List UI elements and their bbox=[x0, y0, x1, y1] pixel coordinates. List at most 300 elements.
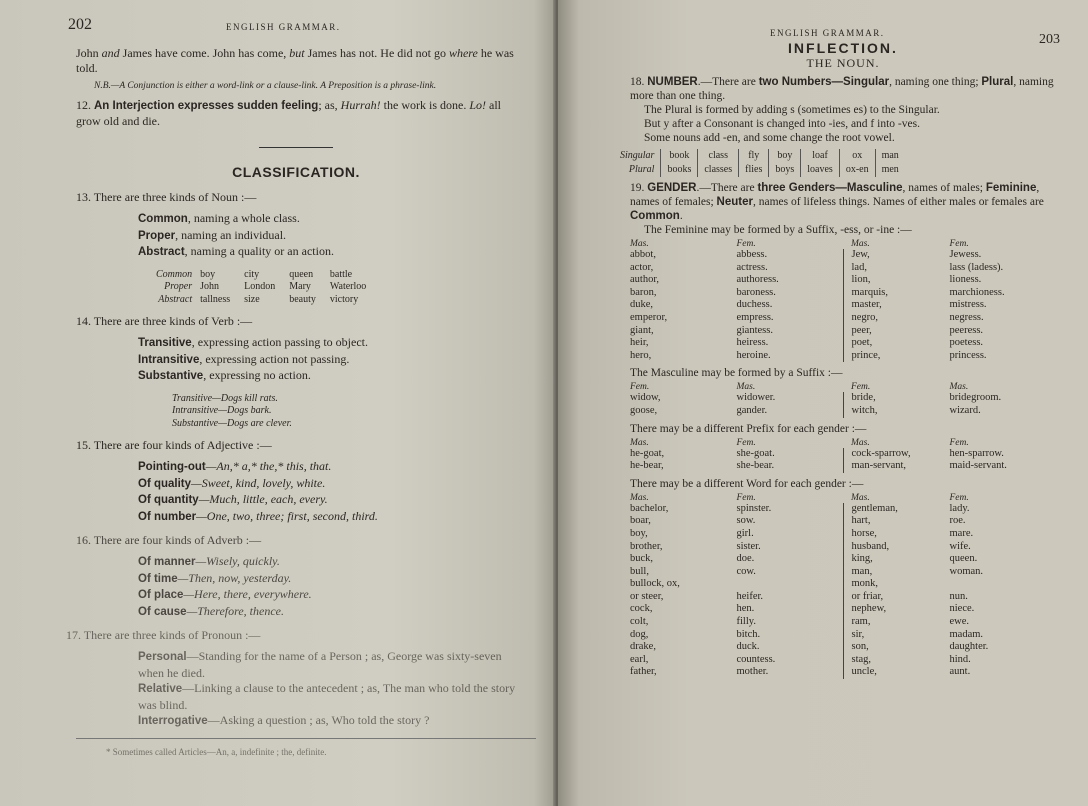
cell: sow. bbox=[736, 515, 756, 527]
kind-list bbox=[138, 335, 516, 385]
suffix-intro: The Feminine may be formed by a Suffix, -ess, or -ine :— bbox=[644, 224, 912, 236]
section-title: 13. There are three kinds of Noun :— bbox=[76, 190, 257, 204]
cell: loaf bbox=[801, 149, 840, 163]
table-row bbox=[630, 325, 1056, 338]
row-label: Singular bbox=[620, 150, 655, 161]
cell: classes bbox=[698, 163, 739, 177]
term: Abstract bbox=[138, 246, 185, 258]
cell: bullock, ox, bbox=[630, 578, 680, 590]
cell: poet, bbox=[843, 337, 950, 350]
cell: giantess. bbox=[736, 324, 773, 336]
cell: heroine. bbox=[736, 349, 771, 361]
cell: dog, bbox=[630, 628, 649, 640]
prefix-intro: There may be a different Prefix for each gender :— bbox=[630, 422, 867, 435]
paragraph-number: 19. bbox=[630, 182, 645, 194]
cell: he-goat, bbox=[630, 447, 665, 459]
cell: abbess. bbox=[736, 249, 768, 260]
column-header: Mas. bbox=[630, 492, 649, 503]
text: James have come. John has come, bbox=[119, 46, 290, 60]
cell: baron, bbox=[630, 286, 657, 298]
column-header: Mas. bbox=[851, 437, 870, 448]
cell: drake, bbox=[630, 641, 656, 653]
text: .—There are bbox=[696, 182, 758, 194]
cell: master, bbox=[843, 299, 950, 312]
table-row bbox=[630, 603, 1056, 616]
cell: duke, bbox=[630, 299, 654, 311]
cell: author, bbox=[630, 274, 660, 286]
kind-item bbox=[138, 335, 516, 352]
running-head: ENGLISH GRAMMAR. bbox=[770, 28, 885, 38]
section-title: 16. There are four kinds of Adverb :— bbox=[76, 533, 262, 547]
term: Relative bbox=[138, 683, 183, 695]
cell: loaves bbox=[801, 163, 840, 177]
cell: peer, bbox=[843, 325, 950, 338]
cell: class bbox=[698, 149, 739, 163]
verb-examples bbox=[172, 393, 516, 431]
column-header: Mas. bbox=[630, 239, 649, 249]
desc: , expressing action not passing. bbox=[199, 351, 350, 366]
text: but bbox=[289, 46, 305, 60]
cell: man-servant, bbox=[843, 460, 950, 473]
desc: , expressing action passing to object. bbox=[191, 335, 368, 349]
cell: abbot, bbox=[630, 249, 656, 260]
cell: gentleman, bbox=[843, 503, 950, 516]
bold-text: three Genders—Masculine bbox=[757, 182, 903, 194]
section-13-nouns bbox=[76, 190, 516, 306]
cell: witch, bbox=[843, 405, 950, 418]
desc: —Sweet, kind, lovely, white. bbox=[191, 475, 326, 490]
cell: lion, bbox=[843, 274, 950, 287]
cell: bachelor, bbox=[630, 502, 669, 514]
cell: uncle, bbox=[843, 666, 950, 679]
example-line: Transitive—Dogs kill rats. bbox=[172, 392, 278, 404]
section-title: 14. There are three kinds of Verb :— bbox=[76, 314, 253, 328]
kind-item bbox=[138, 492, 516, 509]
cell: cock, bbox=[630, 603, 653, 615]
cell: queen. bbox=[949, 553, 978, 565]
term: Pointing-out bbox=[138, 461, 206, 473]
cell: or friar, bbox=[843, 591, 950, 604]
desc: —Here, there, everywhere. bbox=[183, 587, 312, 601]
text: James has not. He did not go bbox=[304, 46, 449, 60]
label: NUMBER bbox=[647, 76, 698, 88]
kind-list bbox=[138, 649, 516, 730]
cell: countess. bbox=[736, 653, 776, 665]
different-word-table bbox=[630, 493, 1056, 679]
cell: authoress. bbox=[736, 274, 779, 286]
cell: widower. bbox=[736, 392, 776, 404]
cell: lady. bbox=[949, 502, 970, 514]
table-row bbox=[630, 591, 1056, 604]
cell: actor, bbox=[630, 261, 654, 273]
table-header-row bbox=[630, 239, 1056, 249]
text: Lo! bbox=[469, 98, 486, 112]
cell: beauty bbox=[289, 293, 316, 305]
cell: men bbox=[875, 163, 905, 177]
masc-suffix-intro: The Masculine may be formed by a Suffix :— bbox=[630, 367, 843, 380]
term: Substantive bbox=[138, 370, 204, 382]
cell: she-goat. bbox=[736, 447, 775, 459]
text: .—There are bbox=[697, 76, 759, 88]
example-line: Intransitive—Dogs bark. bbox=[172, 405, 272, 416]
cell: earl, bbox=[630, 653, 649, 665]
left-page-header bbox=[68, 16, 516, 46]
cell: baroness. bbox=[736, 286, 776, 298]
cell: stag, bbox=[843, 654, 950, 667]
cell: prince, bbox=[843, 350, 950, 363]
column-header: Fem. bbox=[949, 239, 969, 249]
cell: John bbox=[200, 281, 220, 292]
cell: husband, bbox=[843, 541, 950, 554]
cell: boys bbox=[769, 163, 801, 177]
table-row bbox=[630, 274, 1056, 287]
kind-item bbox=[138, 587, 516, 604]
term: Personal bbox=[138, 651, 187, 663]
table-row bbox=[156, 281, 380, 294]
table-row bbox=[630, 448, 1056, 461]
column-header: Mas. bbox=[736, 382, 756, 393]
section-15-adjectives bbox=[76, 438, 516, 525]
cell: heiress. bbox=[736, 337, 769, 349]
cell: spinster. bbox=[736, 502, 772, 514]
cell: ox bbox=[839, 149, 875, 163]
table-row bbox=[630, 566, 1056, 579]
cell: bridegroom. bbox=[949, 392, 1002, 404]
kind-item bbox=[138, 244, 516, 261]
text: , names of males; bbox=[902, 182, 986, 194]
kind-item bbox=[138, 554, 516, 571]
cell: son, bbox=[843, 641, 950, 654]
cell: niece. bbox=[949, 603, 975, 615]
bold-text: two Numbers—Singular bbox=[758, 76, 890, 88]
table-row bbox=[620, 163, 905, 177]
footnote: * Sometimes called Articles—An, a, indefinite ; the, definite. bbox=[106, 746, 327, 757]
bold-text: Common bbox=[630, 210, 680, 222]
table-header-row bbox=[630, 438, 1056, 448]
cell: wizard. bbox=[949, 404, 981, 416]
column-header: Fem. bbox=[851, 382, 871, 393]
kind-list bbox=[138, 554, 516, 620]
noun-example-table bbox=[156, 269, 380, 307]
masculine-suffix-table bbox=[630, 382, 1056, 417]
cell: horse, bbox=[843, 528, 950, 541]
kind-item bbox=[138, 509, 516, 526]
cell: father, bbox=[630, 666, 657, 678]
cell: bull, bbox=[630, 565, 649, 577]
cell: sir, bbox=[843, 629, 950, 642]
inflection-title: INFLECTION. bbox=[788, 40, 898, 56]
section-14-verbs bbox=[76, 314, 516, 430]
column-header: Fem. bbox=[736, 239, 756, 249]
text-line: But y after a Consonant is changed into -ies, and f into -ves. bbox=[644, 118, 920, 130]
bold-text: Feminine bbox=[985, 182, 1037, 194]
text: all grow old and die. bbox=[76, 98, 501, 128]
term: Of cause bbox=[138, 605, 187, 618]
table-row bbox=[630, 666, 1056, 679]
cell: hart, bbox=[843, 515, 950, 528]
cell: or steer, bbox=[630, 590, 664, 602]
cell: bitch. bbox=[736, 628, 761, 640]
cell: lass (ladess). bbox=[949, 261, 1004, 273]
cell: Mary bbox=[289, 281, 311, 292]
cell: he-bear, bbox=[630, 460, 664, 472]
table-row bbox=[630, 312, 1056, 325]
table-row bbox=[630, 503, 1056, 516]
row-label: Abstract bbox=[158, 293, 193, 305]
table-row bbox=[630, 629, 1056, 642]
cell: queen bbox=[289, 268, 314, 280]
kind-item bbox=[138, 604, 516, 621]
column-header: Fem. bbox=[949, 492, 969, 503]
kind-item bbox=[138, 368, 516, 385]
cell: cow. bbox=[736, 565, 756, 577]
column-header: Fem. bbox=[949, 437, 969, 448]
text: Hurrah! bbox=[340, 98, 381, 112]
cell: nephew, bbox=[843, 603, 950, 616]
kind-item bbox=[138, 228, 516, 245]
text: , names of females; bbox=[630, 182, 1040, 208]
text: and bbox=[101, 46, 120, 60]
text: . bbox=[679, 210, 683, 222]
cell: victory bbox=[329, 293, 359, 305]
term: Transitive bbox=[138, 337, 192, 349]
cell: book bbox=[661, 149, 698, 163]
classification-heading: CLASSIFICATION. bbox=[232, 164, 360, 180]
cell: mistress. bbox=[949, 299, 987, 311]
word-intro: There may be a different Word for each gender :— bbox=[630, 477, 864, 490]
text: , naming more than one thing. bbox=[630, 76, 1054, 102]
desc: —Much, little, each, every. bbox=[198, 492, 328, 506]
cell: flies bbox=[739, 163, 769, 177]
feminine-suffix-table bbox=[630, 239, 1056, 362]
cell: emperor, bbox=[630, 311, 668, 323]
cell: poetess. bbox=[949, 337, 984, 349]
cell: hen. bbox=[736, 603, 755, 615]
desc: , naming a whole class. bbox=[187, 211, 300, 225]
text-line: The Plural is formed by adding s (sometimes es) to the Singular. bbox=[644, 104, 940, 116]
cell: marquis, bbox=[843, 287, 950, 300]
right-page-header bbox=[630, 14, 1060, 47]
section-title: 15. There are four kinds of Adjective :— bbox=[76, 438, 272, 452]
cell: boar, bbox=[630, 515, 651, 527]
paragraph-number: 12. bbox=[76, 98, 91, 112]
kind-item bbox=[138, 459, 516, 476]
column-header: Mas. bbox=[851, 239, 870, 249]
table-row bbox=[630, 262, 1056, 275]
footnote-rule bbox=[76, 738, 536, 739]
table-row bbox=[630, 578, 1056, 591]
table-row bbox=[630, 541, 1056, 554]
term: Of quality bbox=[138, 477, 192, 490]
section-title: 17. There are three kinds of Pronoun :— bbox=[66, 628, 261, 642]
cell bbox=[737, 578, 844, 591]
paragraph-12 bbox=[76, 98, 516, 129]
text: , names of lifeless things. Names of either males or females are bbox=[752, 196, 1044, 208]
table-row bbox=[630, 350, 1056, 363]
cell: marchioness. bbox=[949, 286, 1005, 298]
label: GENDER bbox=[647, 182, 697, 194]
cell: she-bear. bbox=[736, 460, 775, 472]
cell: mother. bbox=[736, 666, 769, 678]
cell: monk, bbox=[843, 578, 950, 591]
cell: peeress. bbox=[949, 324, 984, 336]
cell: princess. bbox=[949, 349, 987, 361]
table-row bbox=[630, 299, 1056, 312]
cell: doe. bbox=[736, 553, 755, 565]
kind-list bbox=[138, 459, 516, 525]
term: Of time bbox=[138, 572, 178, 585]
table-row bbox=[630, 528, 1056, 541]
column-header: Fem. bbox=[630, 382, 650, 393]
cell: heir, bbox=[630, 337, 649, 349]
term: Common bbox=[138, 213, 188, 225]
row-label: Proper bbox=[164, 281, 193, 292]
kind-item bbox=[138, 476, 516, 493]
prefix-table bbox=[630, 438, 1056, 473]
text: he was told. bbox=[76, 46, 514, 75]
paragraph-number: 18. bbox=[630, 76, 645, 88]
desc: —Wisely, quickly. bbox=[195, 554, 280, 568]
divider bbox=[259, 147, 333, 148]
desc: , naming a quality or an action. bbox=[184, 244, 334, 258]
desc: —Asking a question ; as, Who told the story ? bbox=[207, 713, 430, 727]
cell: duck. bbox=[736, 641, 760, 653]
cell: bride, bbox=[843, 392, 950, 405]
cell: duchess. bbox=[736, 299, 773, 311]
desc: , expressing no action. bbox=[203, 368, 311, 382]
table-row bbox=[630, 249, 1056, 262]
cell: maid-servant. bbox=[949, 460, 1007, 472]
column-header: Mas. bbox=[851, 492, 870, 503]
page-number: 202 bbox=[68, 16, 92, 33]
running-head: ENGLISH GRAMMAR. bbox=[226, 22, 341, 32]
table-row bbox=[630, 287, 1056, 300]
cell: widow, bbox=[630, 392, 661, 404]
cell: lioness. bbox=[949, 274, 982, 286]
kind-item bbox=[138, 713, 516, 730]
kind-list bbox=[138, 211, 516, 261]
cell: goose, bbox=[630, 404, 658, 416]
cell: Jew, bbox=[843, 249, 950, 262]
cell: heifer. bbox=[736, 590, 764, 602]
cell: city bbox=[244, 268, 260, 280]
cell: giant, bbox=[630, 324, 654, 336]
desc: —Therefore, thence. bbox=[186, 603, 284, 618]
cell: boy bbox=[200, 268, 216, 280]
cell: woman. bbox=[949, 565, 984, 577]
cell: battle bbox=[329, 268, 353, 280]
kind-item bbox=[138, 571, 516, 588]
example-line: Substantive—Dogs are clever. bbox=[172, 417, 292, 429]
number-table bbox=[620, 149, 905, 177]
cell: empress. bbox=[736, 311, 774, 323]
nb-note: N.B.—A Conjunction is either a word-link or a clause-link. A Preposition is a phrase-link. bbox=[94, 81, 437, 91]
cell: daughter. bbox=[949, 641, 989, 653]
desc: —Then, now, yesterday. bbox=[177, 570, 292, 585]
table-row bbox=[630, 515, 1056, 528]
cell: Waterloo bbox=[329, 281, 367, 292]
cell: sister. bbox=[736, 540, 761, 552]
cell: gander. bbox=[736, 404, 768, 416]
cell: nun. bbox=[949, 590, 968, 602]
cell: man bbox=[875, 149, 905, 163]
table-row bbox=[630, 616, 1056, 629]
cell: ram, bbox=[843, 616, 950, 629]
table-row bbox=[630, 405, 1056, 418]
row-label: Plural bbox=[628, 164, 655, 175]
paragraph-18-number bbox=[630, 75, 1056, 145]
cell: hen-sparrow. bbox=[949, 447, 1004, 459]
paragraph-19-gender bbox=[630, 181, 1056, 223]
cell: man, bbox=[843, 566, 950, 579]
table-row bbox=[630, 654, 1056, 667]
cell: wife. bbox=[949, 540, 971, 552]
cell: boy, bbox=[630, 527, 648, 539]
page-number: 203 bbox=[1039, 32, 1060, 47]
section-17-pronouns bbox=[66, 628, 516, 730]
text: John bbox=[76, 46, 102, 60]
bold-text: Plural bbox=[981, 76, 1014, 88]
table-header-row bbox=[630, 382, 1056, 392]
cell: London bbox=[244, 281, 276, 292]
cell: hind. bbox=[949, 653, 971, 665]
right-page bbox=[558, 0, 1088, 806]
row-label: Common bbox=[156, 268, 193, 280]
cell: cock-sparrow, bbox=[843, 448, 950, 461]
desc: , naming an individual. bbox=[175, 227, 287, 242]
term: Proper bbox=[138, 229, 176, 242]
section-16-adverbs bbox=[76, 533, 516, 620]
kind-item bbox=[138, 681, 516, 713]
text: ; as, bbox=[318, 98, 341, 112]
text: the work is done. bbox=[380, 98, 470, 112]
cell: brother, bbox=[630, 540, 663, 552]
cell: girl. bbox=[736, 527, 754, 539]
text: , naming one thing; bbox=[889, 76, 982, 88]
table-row bbox=[630, 460, 1056, 473]
kind-item bbox=[138, 352, 516, 369]
bold-text: An Interjection expresses sudden feeling bbox=[94, 100, 319, 112]
cell: negress. bbox=[949, 311, 984, 323]
term: Intransitive bbox=[138, 353, 200, 366]
cell: fly bbox=[739, 149, 769, 163]
term: Interrogative bbox=[138, 715, 208, 727]
term: Of number bbox=[138, 510, 197, 523]
table-row bbox=[630, 337, 1056, 350]
cell: negro, bbox=[843, 312, 950, 325]
cell: ewe. bbox=[949, 616, 970, 628]
bold-text: Neuter bbox=[716, 196, 753, 208]
term: Of place bbox=[138, 589, 184, 601]
cell: buck, bbox=[630, 553, 654, 565]
cell: mare. bbox=[949, 527, 974, 539]
cell: roe. bbox=[949, 515, 966, 527]
cell: books bbox=[661, 163, 698, 177]
cell: actress. bbox=[736, 261, 768, 273]
cell: filly. bbox=[736, 616, 756, 628]
conjunction-examples bbox=[76, 46, 516, 76]
cell: colt, bbox=[630, 616, 649, 628]
column-header: Mas. bbox=[949, 382, 969, 393]
text: where bbox=[448, 46, 478, 60]
desc: —An,* a,* the,* this, that. bbox=[205, 459, 332, 473]
desc: —Linking a clause to the antecedent ; as, The man who told the story was blind. bbox=[138, 681, 516, 712]
table-row bbox=[620, 149, 905, 163]
desc: —Standing for the name of a Person ; as, George was sixty-seven when he died. bbox=[138, 649, 502, 680]
cell: hero, bbox=[630, 349, 652, 361]
table-row bbox=[156, 294, 380, 307]
cell: tallness bbox=[200, 293, 231, 305]
